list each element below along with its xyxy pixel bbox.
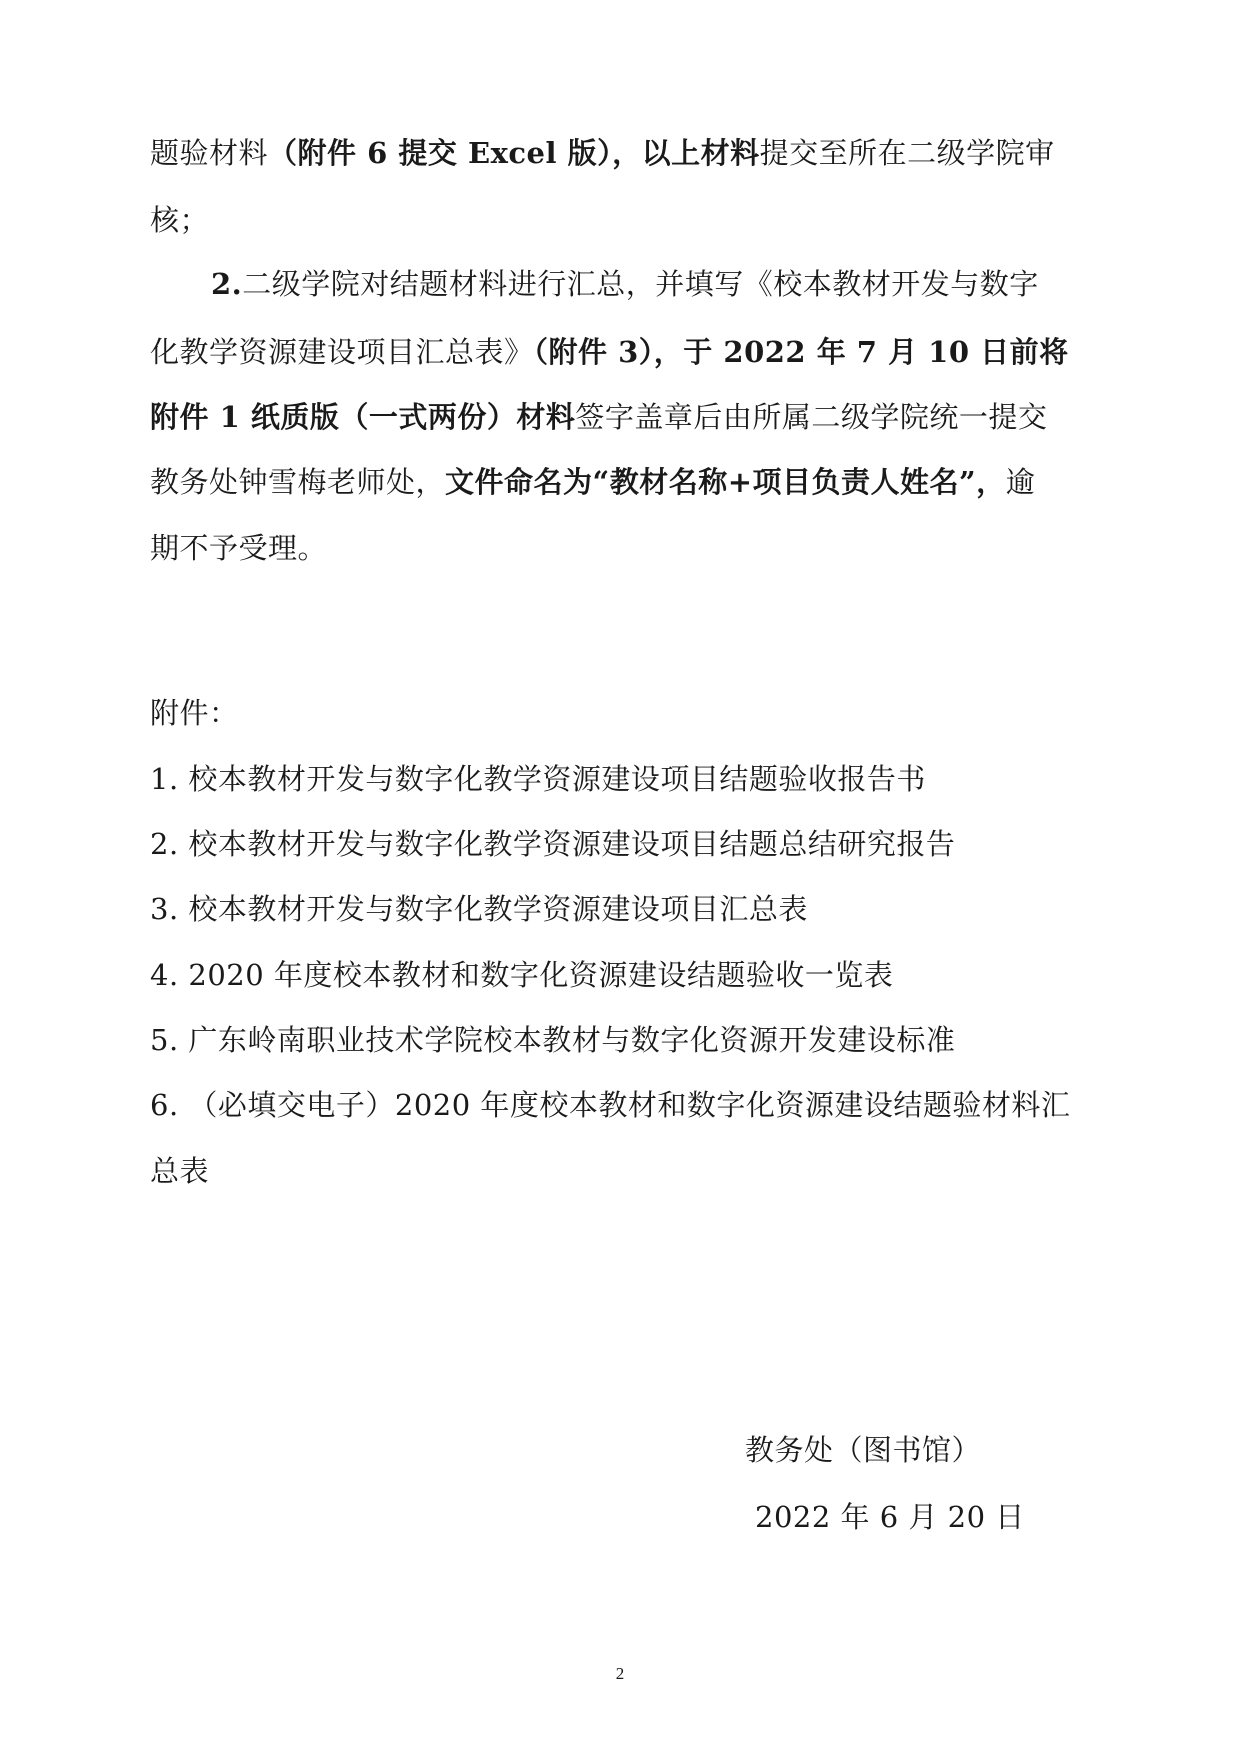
- text-run: 提交至所在二级学院审: [759, 136, 1055, 170]
- attachment-item: 3. 校本教材开发与数字化教学资源建设项目汇总表: [150, 892, 808, 926]
- attachment-item-continuation: 总表: [150, 1154, 210, 1188]
- text-run: 逾: [1005, 465, 1036, 499]
- attachment-item: 5. 广东岭南职业技术学院校本教材与数字化资源开发建设标准: [150, 1023, 956, 1057]
- body-line: 核；: [150, 203, 210, 237]
- text-run: 化教学资源建设项目汇总表》: [150, 335, 534, 369]
- attachment-item: 6. （必填交电子）2020 年度校本教材和数字化资源建设结题验材料汇: [150, 1088, 1071, 1122]
- text-run: 题验材料: [150, 136, 269, 170]
- attachment-item: 2. 校本教材开发与数字化教学资源建设项目结题总结研究报告: [150, 827, 956, 861]
- signature-date: 2022 年 6 月 20 日: [755, 1500, 1025, 1534]
- body-line: [150, 136, 1055, 170]
- body-line: [150, 400, 1048, 434]
- attachment-item: 1. 校本教材开发与数字化教学资源建设项目结题验收报告书: [150, 762, 926, 796]
- signature-organization: 教务处（图书馆）: [745, 1433, 982, 1467]
- bold-text-run: （附件 3），于 2022 年 7 月 10 日前将: [533, 335, 1069, 369]
- page-number: 2: [615, 1664, 625, 1683]
- bold-text-run: 附件 1 纸质版（一式两份）材料: [150, 400, 576, 434]
- body-line: [150, 465, 1036, 499]
- body-line: [211, 267, 1039, 301]
- bold-text-run: 2.: [211, 267, 243, 301]
- text-run: 教务处钟雪梅老师处，: [150, 465, 446, 499]
- bold-text-run: （附件 6 提交 Excel 版），以上材料: [268, 136, 760, 170]
- body-line: [150, 335, 1069, 369]
- text-run: 二级学院对结题材料进行汇总，并填写《校本教材开发与数字: [242, 267, 1039, 301]
- attachments-heading: 附件：: [150, 696, 239, 730]
- body-line: 期不予受理。: [150, 531, 328, 565]
- bold-text-run: 文件命名为“教材名称+项目负责人姓名”，: [445, 465, 1006, 499]
- text-run: 签字盖章后由所属二级学院统一提交: [575, 400, 1048, 434]
- attachment-item: 4. 2020 年度校本教材和数字化资源建设结题验收一览表: [150, 958, 894, 992]
